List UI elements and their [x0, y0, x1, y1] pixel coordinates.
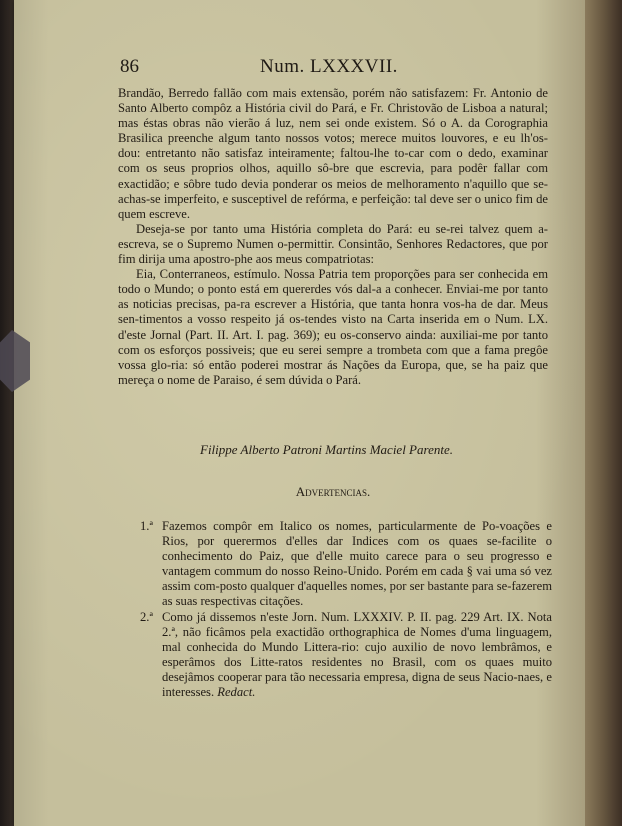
note-item	[140, 519, 552, 610]
note-signoff: Redact.	[217, 685, 256, 700]
page-number: 86	[120, 56, 139, 77]
note-text: Fazemos compôr em Italico os nomes, particularmente de Po-voações e Rios, por querermos d'elles dar Indices com os quaes se-facilite o conhecimento do Paiz, que d'elle muito carece para o seu progresso e vantagem commum do nosso Reino-Unido. Porém em cada § vai uma só vez assim com-posto qualquer d'aquelles nomes, por ser bastante para se-fazerem as suas respectivas citações.	[162, 519, 552, 609]
note-marker: 2.ª	[140, 609, 153, 624]
note-text: Como já dissemos n'este Jorn. Num. LXXXIV. P. II. pag. 229 Art. IX. Nota 2.ª, não ficâmos pela exactidão orthographica de Nomes d'uma linguagem, mal conhecida do Mundo Littera-rio: cujo auxilio de novo lembrâmos, e esperâmos dos Litte-ratos residentes no Brasil, com os quaes muito desejâmos cooperar para tão necessaria empresa, digna de seus Nacio-naes, e interesses.	[162, 609, 552, 700]
article-body	[118, 86, 548, 388]
advertencias-notes	[140, 519, 552, 700]
body-paragraph: Eia, Conterraneos, estímulo. Nossa Patria tem proporções para ser conhecida em todo o Mundo; o ponto está em quererdes vós dal-a a conhecer. Enviai-me por tanto as noticias precisas, pa-ra escrever a História, que tanta honra vos-ha de dar. Meus sen-timentos a vosso respeito já os-tendes visto na Carta inserida em o Num. LX. d'este Jornal (Part. II. Art. I. pag. 369); eu os-conservo ainda: auxiliai-me por tanto com os esforços possiveis; que eu serei sempre a trombeta com que a fama pregôe vossa glo-ria: só então poderei mostrar ás Nações da Europa, que, se ha paiz que mereça o nome de Paraiso, é sem dúvida o Pará.	[118, 267, 548, 387]
body-paragraph: Deseja-se por tanto uma História completa do Pará: eu se-rei talvez quem a-escreva, se o Supremo Numen o-permittir. Consintão, Senhores Redactores, que por fim dirija uma apostro-phe aos meus compatriotas:	[118, 221, 548, 267]
book-edge	[585, 0, 622, 826]
author-signature: Filippe Alberto Patroni Martins Maciel Parente.	[200, 442, 453, 457]
body-paragraph: Brandão, Berredo fallão com mais extensão, porém não satisfazem: Fr. Antonio de Santo Alberto compôz a História civil do Pará, e Fr. Christovão de Lisboa a natural; mas éstas obras não vierão á luz, nem sei onde existem. Só o A. da Corographia Brasilica preenche algum tanto nossos votos; merece muitos louvores, e eu lh'os-dou: entretanto não satisfaz inteiramente; faltou-lhe to-car com o dedo, examinar com os seus proprios olhos, aquillo sô-bre que escrevia, para podêr fallar com exactidão; e sôbre tudo devia ponderar os meios de melhoramento n'aquillo que se-achas-se imperfeito, e susceptivel de refórma, e perfeição: tal deve ser o unico fim de quem escreve.	[118, 86, 548, 221]
running-title: Num. LXXXVII.	[260, 56, 398, 77]
note-marker: 1.ª	[140, 519, 153, 533]
page-header	[120, 56, 560, 82]
note-item	[140, 610, 552, 701]
advertencias-heading: Advertencias.	[295, 484, 371, 499]
